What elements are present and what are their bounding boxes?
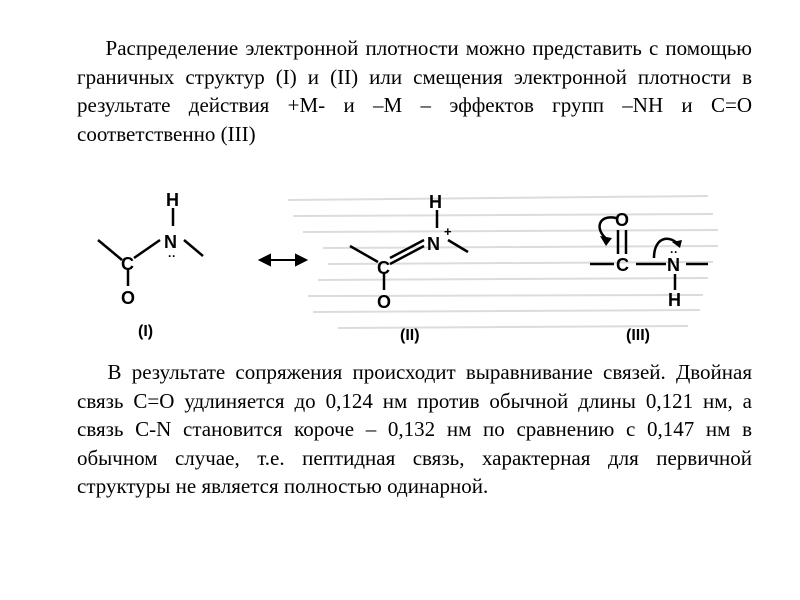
atom-o: O [121,288,136,308]
resonance-structures-figure [88,178,728,348]
atom-o: O [377,292,392,312]
positive-charge: + [444,224,452,239]
atom-h: H [668,290,681,310]
atom-n: N [427,234,440,254]
structure-1-label: (I) [138,323,154,340]
conjugation-paragraph: В результате сопряжения происходит выравнивание связей. Двойная связь С=О удлиняется до 0,124 нм против обычной длины 0,121 нм, а связь C-N становится короче – 0,132 нм по сравнению с 0,147 нм в обычном случае, т.е. пептидная связь, характерная для первичной структуры не является полностью одинарной. [77,360,758,498]
structure-2-label: (II) [400,327,420,344]
scan-noise [288,196,718,328]
intro-paragraph: Распределение электронной плотности можно представить с помощью граничных структур (I) и (II) или смещения электронной плотности в результате действия +М- и –М – эффектов групп –NH и С=О соответственно (III) [77,36,758,146]
atom-o: O [615,210,630,230]
structure-3-label: (III) [626,327,650,344]
atom-c: C [616,255,629,275]
lone-pair: ·· [670,245,678,259]
structure-1 [98,208,203,286]
atom-c: C [121,254,134,274]
atom-h: H [166,190,179,210]
atom-h: H [429,192,442,212]
structure-2 [350,210,468,290]
resonance-arrow [260,255,306,265]
atom-c: C [377,258,390,278]
lone-pair: ·· [168,249,176,263]
atom-n: N [667,255,680,275]
arrowhead [600,236,612,246]
atom-n: N [164,232,177,252]
